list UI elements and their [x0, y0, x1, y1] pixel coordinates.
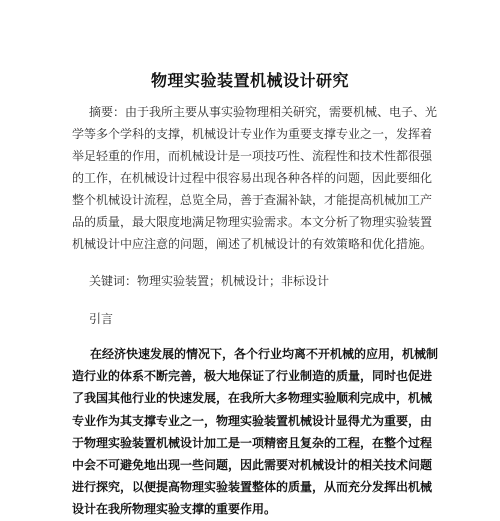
abstract-line: 举足轻重的作用，而机械设计是一项技巧性、流程性和技术性都很强 [72, 149, 433, 163]
section-heading-intro: 引言 [89, 312, 114, 326]
body-line: 造行业的体系不断完善，极大地保证了行业制造的质量，同时也促进 [72, 369, 433, 384]
body-line: 进行探究，以便提高物理实验装置整体的质量，从而充分发挥出机械 [72, 480, 433, 495]
body-line: 专业作为其支撑专业之一，物理实验装置机械设计显得尤为重要，由 [72, 413, 433, 428]
abstract-line: 整个机械设计流程，总览全局，善于查漏补缺，才能提高机械加工产 [72, 193, 433, 207]
abstract-line: 机械设计中应注意的问题，阐述了机械设计的有效策略和优化措施。 [72, 237, 433, 251]
body-line: 设计在我所物理实验支撑的重要作用。 [72, 502, 277, 517]
abstract-line: 品的质量，最大限度地满足物理实验需求。本文分析了物理实验装置 [72, 215, 433, 229]
keywords-line: 关键词：物理实验装置；机械设计；非标设计 [89, 274, 330, 288]
abstract-line: 学等多个学科的支撑，机械设计专业作为重要支撑专业之一，发挥着 [72, 127, 433, 141]
body-line: 于物理实验装置机械设计加工是一项精密且复杂的工程，在整个过程 [72, 435, 433, 450]
body-paragraph [72, 343, 439, 521]
abstract-line: 摘要：由于我所主要从事实验物理相关研究，需要机械、电子、光 [89, 105, 438, 119]
body-line: 中会不可避免地出现一些问题，因此需要对机械设计的相关技术问题 [72, 458, 433, 473]
abstract-paragraph [72, 101, 438, 255]
body-line: 在经济快速发展的情况下，各个行业均离不开机械的应用，机械制 [90, 347, 439, 361]
document-title: 物理实验装置机械设计研究 [150, 71, 349, 90]
body-line: 了我国其他行业的快速发展，在我所大多物理实验顺利完成中，机械 [72, 391, 433, 406]
abstract-line: 的工作，在机械设计过程中很容易出现各种各样的问题，因此要细化 [72, 171, 433, 185]
